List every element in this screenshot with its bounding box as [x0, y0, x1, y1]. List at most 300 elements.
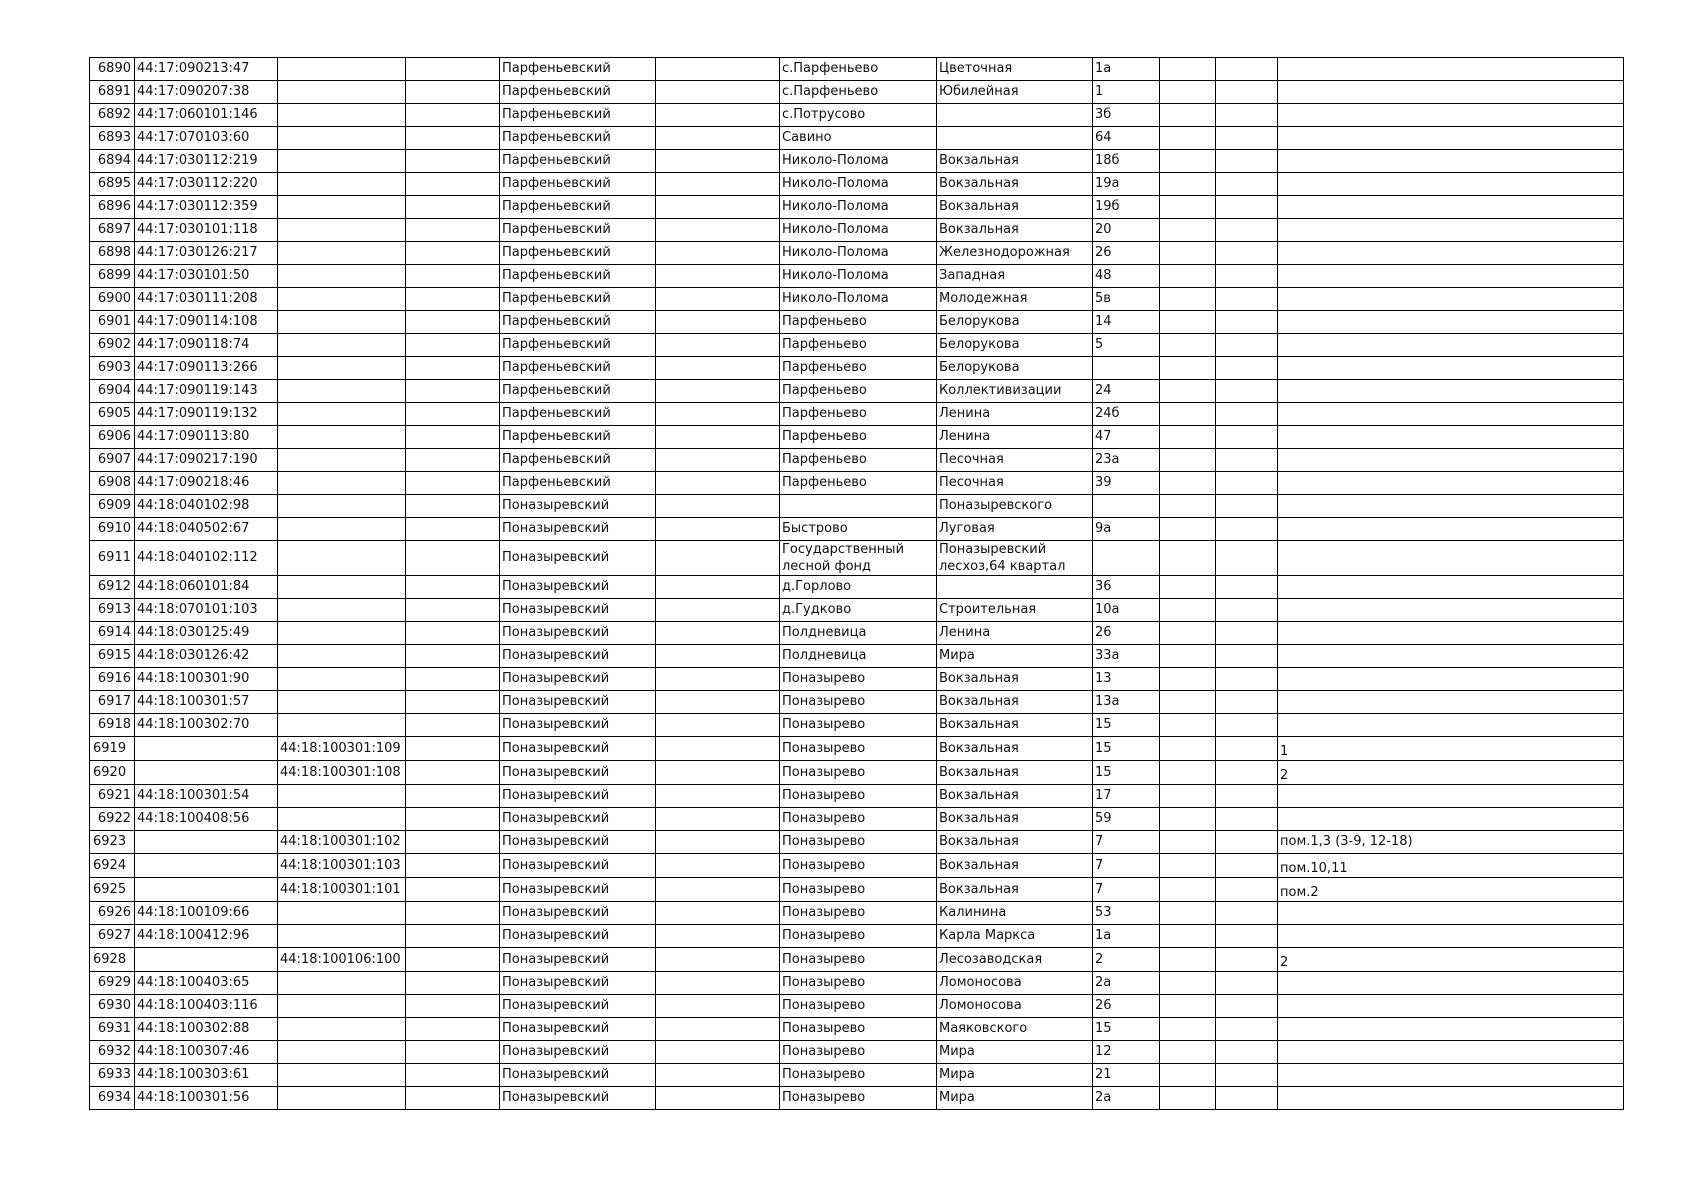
- empty-cell: [656, 288, 780, 311]
- cadastral-number-cell: 44:17:090114:108: [135, 311, 278, 334]
- row-number-cell: 6912: [90, 576, 135, 599]
- house-cell: 64: [1093, 127, 1160, 150]
- district-cell: Поназыревский: [500, 495, 656, 518]
- unit-cadastral-cell: [278, 265, 406, 288]
- unit-cadastral-cell: [278, 668, 406, 691]
- note-cell: [1278, 196, 1624, 219]
- row-number-cell: 6911: [90, 541, 135, 576]
- cadastral-number-cell: 44:18:100403:65: [135, 972, 278, 995]
- district-cell: Поназыревский: [500, 714, 656, 737]
- empty-cell: [1216, 691, 1278, 714]
- row-number-cell: 6895: [90, 173, 135, 196]
- unit-cadastral-cell: [278, 995, 406, 1018]
- district-cell: Парфеньевский: [500, 334, 656, 357]
- street-cell: Западная: [937, 265, 1093, 288]
- locality-cell: Поназырево: [780, 761, 937, 785]
- empty-cell: [656, 831, 780, 854]
- empty-cell: [406, 645, 500, 668]
- cadastral-number-cell: 44:18:040102:112: [135, 541, 278, 576]
- row-number-cell: 6906: [90, 426, 135, 449]
- row-number-cell: 6899: [90, 265, 135, 288]
- empty-cell: [1160, 311, 1216, 334]
- house-cell: 19б: [1093, 196, 1160, 219]
- empty-cell: [406, 948, 500, 972]
- unit-cadastral-cell: [278, 495, 406, 518]
- empty-cell: [1160, 403, 1216, 426]
- house-cell: 26: [1093, 622, 1160, 645]
- note-cell: [1278, 219, 1624, 242]
- unit-cadastral-cell: [278, 357, 406, 380]
- cadastral-number-cell: 44:18:040102:98: [135, 495, 278, 518]
- empty-cell: [406, 576, 500, 599]
- empty-cell: [1160, 691, 1216, 714]
- row-number-cell: 6921: [90, 785, 135, 808]
- cadastral-number-cell: 44:17:070103:60: [135, 127, 278, 150]
- cadastral-number-cell: 44:18:100301:54: [135, 785, 278, 808]
- row-number-cell: 6890: [90, 58, 135, 81]
- district-cell: Поназыревский: [500, 541, 656, 576]
- district-cell: Поназыревский: [500, 925, 656, 948]
- row-number-cell: 6902: [90, 334, 135, 357]
- district-cell: Поназыревский: [500, 878, 656, 902]
- empty-cell: [1160, 127, 1216, 150]
- district-cell: Парфеньевский: [500, 104, 656, 127]
- street-cell: Молодежная: [937, 288, 1093, 311]
- row-number-cell: 6925: [90, 878, 135, 902]
- empty-cell: [1160, 831, 1216, 854]
- table-row: [90, 576, 1624, 599]
- empty-cell: [656, 785, 780, 808]
- locality-cell: Поназырево: [780, 785, 937, 808]
- table-row: [90, 1087, 1624, 1110]
- empty-cell: [1160, 449, 1216, 472]
- house-cell: 10а: [1093, 599, 1160, 622]
- empty-cell: [656, 854, 780, 878]
- row-number-cell: 6891: [90, 81, 135, 104]
- table-row: [90, 1041, 1624, 1064]
- district-cell: Парфеньевский: [500, 150, 656, 173]
- district-cell: Поназыревский: [500, 518, 656, 541]
- empty-cell: [406, 449, 500, 472]
- house-cell: 53: [1093, 902, 1160, 925]
- note-cell: [1278, 357, 1624, 380]
- street-cell: Маяковского: [937, 1018, 1093, 1041]
- empty-cell: [406, 495, 500, 518]
- unit-cadastral-cell: [278, 1018, 406, 1041]
- cadastral-number-cell: 44:18:100307:46: [135, 1041, 278, 1064]
- row-number-cell: 6904: [90, 380, 135, 403]
- unit-cadastral-cell: 44:18:100301:108: [278, 761, 406, 785]
- cadastral-number-cell: 44:18:100302:70: [135, 714, 278, 737]
- house-cell: 7: [1093, 854, 1160, 878]
- unit-cadastral-cell: [278, 81, 406, 104]
- unit-cadastral-cell: [278, 785, 406, 808]
- district-cell: Поназыревский: [500, 668, 656, 691]
- row-number-cell: 6910: [90, 518, 135, 541]
- row-number-cell: 6905: [90, 403, 135, 426]
- empty-cell: [406, 196, 500, 219]
- empty-cell: [1160, 808, 1216, 831]
- house-cell: 26: [1093, 242, 1160, 265]
- row-number-cell: 6913: [90, 599, 135, 622]
- empty-cell: [656, 104, 780, 127]
- note-cell: [1278, 104, 1624, 127]
- empty-cell: [1216, 541, 1278, 576]
- empty-cell: [656, 518, 780, 541]
- empty-cell: [406, 150, 500, 173]
- table-row: [90, 599, 1624, 622]
- row-number-cell: 6897: [90, 219, 135, 242]
- district-cell: Поназыревский: [500, 948, 656, 972]
- table-row: [90, 104, 1624, 127]
- table-row: [90, 196, 1624, 219]
- street-cell: Белорукова: [937, 311, 1093, 334]
- note-cell: 2: [1278, 948, 1624, 972]
- street-cell: Вокзальная: [937, 831, 1093, 854]
- street-cell: Вокзальная: [937, 878, 1093, 902]
- empty-cell: [656, 311, 780, 334]
- house-cell: 39: [1093, 472, 1160, 495]
- note-cell: [1278, 334, 1624, 357]
- cadastral-number-cell: 44:18:060101:84: [135, 576, 278, 599]
- empty-cell: [406, 785, 500, 808]
- empty-cell: [1216, 1018, 1278, 1041]
- note-cell: [1278, 1087, 1624, 1110]
- empty-cell: [656, 1064, 780, 1087]
- house-cell: 48: [1093, 265, 1160, 288]
- locality-cell: Поназырево: [780, 972, 937, 995]
- note-cell: [1278, 622, 1624, 645]
- table-row: [90, 518, 1624, 541]
- empty-cell: [1216, 495, 1278, 518]
- table-row: [90, 1064, 1624, 1087]
- empty-cell: [656, 357, 780, 380]
- empty-cell: [1216, 81, 1278, 104]
- empty-cell: [656, 761, 780, 785]
- unit-cadastral-cell: [278, 426, 406, 449]
- table-row: [90, 357, 1624, 380]
- house-cell: 15: [1093, 714, 1160, 737]
- empty-cell: [1160, 104, 1216, 127]
- empty-cell: [406, 242, 500, 265]
- locality-cell: Поназырево: [780, 854, 937, 878]
- locality-cell: Поназырево: [780, 948, 937, 972]
- empty-cell: [1160, 472, 1216, 495]
- locality-cell: Николо-Полома: [780, 265, 937, 288]
- empty-cell: [406, 902, 500, 925]
- cadastral-number-cell: 44:18:070101:103: [135, 599, 278, 622]
- empty-cell: [656, 403, 780, 426]
- district-cell: Поназыревский: [500, 785, 656, 808]
- unit-cadastral-cell: 44:18:100301:109: [278, 737, 406, 761]
- empty-cell: [656, 878, 780, 902]
- locality-cell: Поназырево: [780, 831, 937, 854]
- unit-cadastral-cell: [278, 219, 406, 242]
- empty-cell: [656, 925, 780, 948]
- row-number-cell: 6933: [90, 1064, 135, 1087]
- cadastral-number-cell: [135, 737, 278, 761]
- empty-cell: [1216, 668, 1278, 691]
- empty-cell: [1160, 288, 1216, 311]
- empty-cell: [656, 127, 780, 150]
- empty-cell: [656, 1041, 780, 1064]
- empty-cell: [406, 219, 500, 242]
- empty-cell: [1216, 972, 1278, 995]
- street-cell: Вокзальная: [937, 150, 1093, 173]
- empty-cell: [406, 357, 500, 380]
- empty-cell: [1160, 622, 1216, 645]
- cadastral-number-cell: 44:17:030112:219: [135, 150, 278, 173]
- row-number-cell: 6896: [90, 196, 135, 219]
- empty-cell: [656, 576, 780, 599]
- cadastral-number-cell: 44:18:100301:56: [135, 1087, 278, 1110]
- unit-cadastral-cell: [278, 622, 406, 645]
- street-cell: Вокзальная: [937, 173, 1093, 196]
- empty-cell: [1216, 737, 1278, 761]
- unit-cadastral-cell: [278, 334, 406, 357]
- table-row: [90, 58, 1624, 81]
- house-cell: 15: [1093, 761, 1160, 785]
- empty-cell: [1160, 668, 1216, 691]
- note-cell: [1278, 714, 1624, 737]
- unit-cadastral-cell: [278, 1064, 406, 1087]
- unit-cadastral-cell: [278, 902, 406, 925]
- empty-cell: [1216, 58, 1278, 81]
- house-cell: 9а: [1093, 518, 1160, 541]
- empty-cell: [1160, 948, 1216, 972]
- unit-cadastral-cell: [278, 645, 406, 668]
- house-cell: 19а: [1093, 173, 1160, 196]
- district-cell: Поназыревский: [500, 691, 656, 714]
- empty-cell: [1216, 831, 1278, 854]
- empty-cell: [1216, 288, 1278, 311]
- street-cell: Белорукова: [937, 334, 1093, 357]
- locality-cell: Быстрово: [780, 518, 937, 541]
- note-cell: пом.1,3 (3-9, 12-18): [1278, 831, 1624, 854]
- empty-cell: [1160, 761, 1216, 785]
- note-cell: [1278, 808, 1624, 831]
- unit-cadastral-cell: [278, 576, 406, 599]
- empty-cell: [656, 541, 780, 576]
- locality-cell: Парфеньево: [780, 403, 937, 426]
- empty-cell: [406, 831, 500, 854]
- locality-cell: Парфеньево: [780, 472, 937, 495]
- note-cell: [1278, 127, 1624, 150]
- empty-cell: [1216, 357, 1278, 380]
- table-row: [90, 668, 1624, 691]
- street-cell: Вокзальная: [937, 808, 1093, 831]
- locality-cell: Николо-Полома: [780, 150, 937, 173]
- cadastral-number-cell: 44:17:060101:146: [135, 104, 278, 127]
- empty-cell: [406, 714, 500, 737]
- district-cell: Поназыревский: [500, 1087, 656, 1110]
- cadastral-number-cell: [135, 878, 278, 902]
- empty-cell: [1216, 311, 1278, 334]
- note-cell: [1278, 426, 1624, 449]
- unit-cadastral-cell: [278, 925, 406, 948]
- cadastral-number-cell: 44:18:100303:61: [135, 1064, 278, 1087]
- district-cell: Парфеньевский: [500, 173, 656, 196]
- table-row: [90, 761, 1624, 785]
- street-cell: Вокзальная: [937, 737, 1093, 761]
- locality-cell: Поназырево: [780, 1018, 937, 1041]
- empty-cell: [1216, 622, 1278, 645]
- empty-cell: [1216, 150, 1278, 173]
- district-cell: Парфеньевский: [500, 472, 656, 495]
- street-cell: Вокзальная: [937, 219, 1093, 242]
- cadastral-number-cell: 44:17:030112:359: [135, 196, 278, 219]
- street-cell: Вокзальная: [937, 668, 1093, 691]
- street-cell: [937, 576, 1093, 599]
- district-cell: Парфеньевский: [500, 426, 656, 449]
- empty-cell: [1216, 1087, 1278, 1110]
- empty-cell: [656, 219, 780, 242]
- locality-cell: Парфеньево: [780, 357, 937, 380]
- table-row: [90, 925, 1624, 948]
- district-cell: Поназыревский: [500, 854, 656, 878]
- district-cell: Поназыревский: [500, 761, 656, 785]
- table-row: [90, 691, 1624, 714]
- empty-cell: [1216, 173, 1278, 196]
- note-cell: [1278, 495, 1624, 518]
- table-row: [90, 81, 1624, 104]
- empty-cell: [1216, 925, 1278, 948]
- note-cell: 2: [1278, 761, 1624, 785]
- district-cell: Парфеньевский: [500, 288, 656, 311]
- cadastral-number-cell: 44:18:040502:67: [135, 518, 278, 541]
- row-number-cell: 6929: [90, 972, 135, 995]
- row-number-cell: 6930: [90, 995, 135, 1018]
- empty-cell: [1160, 925, 1216, 948]
- row-number-cell: 6916: [90, 668, 135, 691]
- cadastral-number-cell: 44:17:090207:38: [135, 81, 278, 104]
- empty-cell: [1160, 1064, 1216, 1087]
- empty-cell: [656, 599, 780, 622]
- note-cell: [1278, 265, 1624, 288]
- district-cell: Поназыревский: [500, 831, 656, 854]
- empty-cell: [656, 1018, 780, 1041]
- empty-cell: [406, 1087, 500, 1110]
- cadastral-number-cell: 44:17:090113:80: [135, 426, 278, 449]
- registry-table: [89, 57, 1624, 1110]
- row-number-cell: 6928: [90, 948, 135, 972]
- empty-cell: [406, 127, 500, 150]
- note-cell: [1278, 668, 1624, 691]
- empty-cell: [1216, 902, 1278, 925]
- house-cell: [1093, 541, 1160, 576]
- empty-cell: [1216, 1041, 1278, 1064]
- locality-cell: Парфеньево: [780, 334, 937, 357]
- district-cell: Поназыревский: [500, 902, 656, 925]
- empty-cell: [1160, 1087, 1216, 1110]
- locality-cell: Парфеньево: [780, 449, 937, 472]
- cadastral-number-cell: 44:17:030112:220: [135, 173, 278, 196]
- cadastral-number-cell: 44:17:090217:190: [135, 449, 278, 472]
- empty-cell: [406, 761, 500, 785]
- house-cell: 12: [1093, 1041, 1160, 1064]
- empty-cell: [1216, 472, 1278, 495]
- locality-cell: Николо-Полома: [780, 242, 937, 265]
- empty-cell: [406, 691, 500, 714]
- empty-cell: [1216, 334, 1278, 357]
- empty-cell: [656, 173, 780, 196]
- empty-cell: [656, 691, 780, 714]
- table-row: [90, 219, 1624, 242]
- locality-cell: Николо-Полома: [780, 196, 937, 219]
- empty-cell: [406, 972, 500, 995]
- empty-cell: [406, 380, 500, 403]
- house-cell: 15: [1093, 1018, 1160, 1041]
- empty-cell: [1216, 426, 1278, 449]
- empty-cell: [406, 104, 500, 127]
- street-cell: Ломоносова: [937, 972, 1093, 995]
- note-cell: [1278, 691, 1624, 714]
- empty-cell: [1160, 58, 1216, 81]
- unit-cadastral-cell: [278, 173, 406, 196]
- empty-cell: [1216, 714, 1278, 737]
- table-row: [90, 265, 1624, 288]
- house-cell: [1093, 495, 1160, 518]
- note-cell: [1278, 925, 1624, 948]
- house-cell: 33а: [1093, 645, 1160, 668]
- locality-cell: с.Парфеньево: [780, 58, 937, 81]
- empty-cell: [1216, 948, 1278, 972]
- district-cell: Парфеньевский: [500, 242, 656, 265]
- district-cell: Парфеньевский: [500, 357, 656, 380]
- registry-table-body: [90, 58, 1624, 1110]
- street-cell: Песочная: [937, 472, 1093, 495]
- row-number-cell: 6934: [90, 1087, 135, 1110]
- note-cell: [1278, 995, 1624, 1018]
- empty-cell: [1216, 645, 1278, 668]
- note-cell: [1278, 1041, 1624, 1064]
- empty-cell: [1216, 1064, 1278, 1087]
- cadastral-number-cell: [135, 948, 278, 972]
- row-number-cell: 6907: [90, 449, 135, 472]
- table-row: [90, 311, 1624, 334]
- empty-cell: [656, 645, 780, 668]
- empty-cell: [406, 1041, 500, 1064]
- empty-cell: [1160, 645, 1216, 668]
- note-cell: [1278, 380, 1624, 403]
- empty-cell: [656, 81, 780, 104]
- house-cell: 13а: [1093, 691, 1160, 714]
- empty-cell: [656, 972, 780, 995]
- unit-cadastral-cell: [278, 449, 406, 472]
- row-number-cell: 6915: [90, 645, 135, 668]
- empty-cell: [1160, 334, 1216, 357]
- table-row: [90, 472, 1624, 495]
- table-row: [90, 854, 1624, 878]
- note-cell: [1278, 311, 1624, 334]
- unit-cadastral-cell: [278, 196, 406, 219]
- empty-cell: [406, 854, 500, 878]
- district-cell: Парфеньевский: [500, 81, 656, 104]
- note-cell: [1278, 1064, 1624, 1087]
- locality-cell: Поназырево: [780, 668, 937, 691]
- empty-cell: [406, 995, 500, 1018]
- house-cell: 59: [1093, 808, 1160, 831]
- empty-cell: [1216, 808, 1278, 831]
- unit-cadastral-cell: [278, 311, 406, 334]
- unit-cadastral-cell: 44:18:100301:101: [278, 878, 406, 902]
- empty-cell: [406, 311, 500, 334]
- empty-cell: [656, 995, 780, 1018]
- row-number-cell: 6931: [90, 1018, 135, 1041]
- note-cell: [1278, 541, 1624, 576]
- district-cell: Парфеньевский: [500, 127, 656, 150]
- cadastral-number-cell: 44:17:090113:266: [135, 357, 278, 380]
